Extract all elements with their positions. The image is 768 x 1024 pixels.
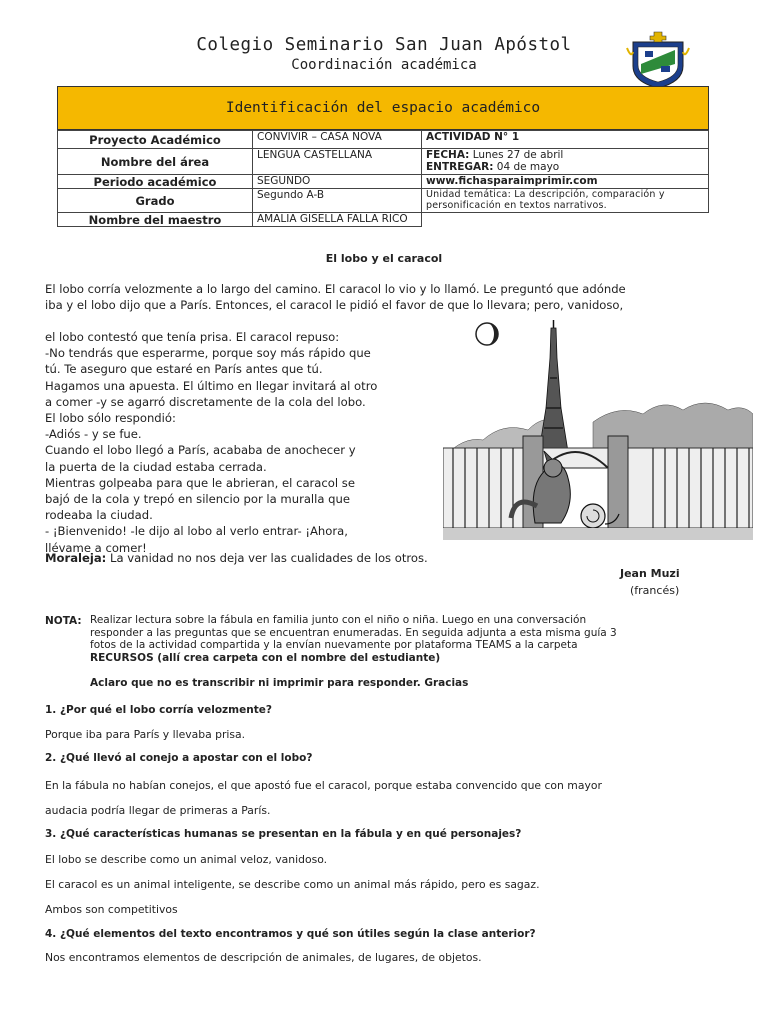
answer-1: Porque iba para París y llevaba prisa. — [45, 728, 246, 741]
moral-text: La vanidad no nos deja ver las cualidades de los otros. — [106, 551, 428, 565]
answer-3-line: Ambos son competitivos — [45, 903, 178, 916]
story-line: iba y el lobo dijo que a París. Entonces, el caracol le pidió el favor de que lo llevara; pero, vanidoso, — [45, 298, 624, 313]
nota-resources: RECURSOS (allí crea carpeta con el nombre del estudiante) — [90, 651, 441, 664]
story-line: El lobo corría velozmente a lo largo del camino. El caracol lo vio y lo llamó. Le preguntó que adónde — [45, 282, 626, 296]
story-line: Cuando el lobo llegó a París, acababa de anochecer y — [45, 443, 356, 458]
table-row — [58, 149, 709, 175]
nota-line: responder a las preguntas que se encuentran enumeradas. En seguida adjunta a esta misma guía 3 — [90, 626, 617, 639]
story-line: -Adiós - y se fue. — [45, 427, 142, 442]
activity-number: ACTIVIDAD N° 1 — [422, 131, 709, 149]
label-periodo: Periodo académico — [58, 175, 253, 189]
story-line: bajó de la cola y trepó en silencio por la muralla que — [45, 492, 351, 507]
answer-2-line: En la fábula no habían conejos, el que apostó fue el caracol, porque estaba convencido que con mayor — [45, 779, 602, 792]
moral-label: Moraleja: — [45, 551, 107, 565]
label-maestro: Nombre del maestro — [58, 213, 253, 227]
label-area: Nombre del área — [58, 149, 253, 175]
question-1: 1. ¿Por qué el lobo corría velozmente? — [45, 704, 272, 716]
value-periodo: SEGUNDO — [253, 175, 422, 189]
answer-4: Nos encontramos elementos de descripción de animales, de lugares, de objetos. — [45, 951, 482, 964]
fecha-label: FECHA: — [426, 149, 470, 161]
story-line: la puerta de la ciudad estaba cerrada. — [45, 459, 267, 474]
value-area: LENGUA CASTELLANA — [253, 149, 422, 175]
story-line: a comer -y se agarró discretamente de la cola del lobo. — [45, 394, 366, 409]
story-body — [45, 329, 377, 556]
author-name: Jean Muzi — [620, 567, 680, 580]
answer-2-line: audacia podría llegar de primeras a París. — [45, 804, 271, 817]
value-grado: Segundo A-B — [253, 189, 422, 213]
story-line: Mientras golpeaba para que le abrieran, el caracol se — [45, 475, 355, 490]
story-title: El lobo y el caracol — [325, 252, 443, 265]
label-proyecto: Proyecto Académico — [58, 131, 253, 149]
entregar-label: ENTREGAR: — [426, 161, 494, 173]
dates-cell — [422, 149, 709, 175]
coordination-subtitle: Coordinación académica — [291, 57, 477, 73]
story-intro — [45, 281, 626, 313]
table-row — [58, 175, 709, 189]
nota-line: fotos de la actividad compartida y la envían nuevamente por plataforma TEAMS a la carpeta — [90, 639, 578, 651]
author-origin: (francés) — [630, 584, 680, 597]
story-line: rodeaba la ciudad. — [45, 508, 153, 523]
story-line: llévame a comer! — [45, 540, 147, 555]
academic-space-banner — [57, 86, 709, 130]
answer-3-line: El lobo se describe como un animal veloz, vanidoso. — [45, 853, 328, 866]
clarification: Aclaro que no es transcribir ni imprimir para responder. Gracias — [90, 677, 469, 689]
banner-title: Identificación del espacio académico — [225, 100, 541, 116]
nota-text — [90, 614, 617, 664]
value-proyecto: CONVIVIR – CASA NOVA — [253, 131, 422, 149]
question-2: 2. ¿Qué llevó al conejo a apostar con el lobo? — [45, 752, 313, 764]
entregar-value: 04 de mayo — [493, 161, 560, 173]
question-3: 3. ¿Qué características humanas se presentan en la fábula y en qué personajes? — [45, 828, 522, 840]
school-title: Colegio Seminario San Juan Apóstol — [196, 35, 572, 55]
question-4: 4. ¿Qué elementos del texto encontramos y qué son útiles según la clase anterior? — [45, 928, 536, 940]
fable-illustration — [443, 318, 753, 540]
empty-cell — [422, 213, 709, 227]
story-line: - ¡Bienvenido! -le dijo al lobo al verlo entrar- ¡Ahora, — [45, 524, 348, 539]
school-crest-logo — [625, 28, 691, 90]
answer-3-line: El caracol es un animal inteligente, se describe como un animal más rápido, pero es sagaz. — [45, 878, 540, 891]
table-row — [58, 131, 709, 149]
nota-label: NOTA: — [45, 615, 82, 627]
value-maestro: AMALIA GISELLA FALLA RICO — [253, 213, 422, 227]
nota-line: Realizar lectura sobre la fábula en familia junto con el niño o niña. Luego en una conversación — [90, 614, 587, 626]
story-line: El lobo sólo respondió: — [45, 411, 176, 426]
table-row — [58, 213, 709, 227]
fecha-value: Lunes 27 de abril — [469, 149, 564, 161]
story-line: el lobo contestó que tenía prisa. El caracol repuso: — [45, 330, 340, 344]
story-line: tú. Te aseguro que estaré en París antes que tú. — [45, 362, 323, 377]
table-row — [58, 189, 709, 213]
moral — [45, 551, 428, 565]
website-link[interactable]: www.fichasparaimprimir.com — [422, 175, 709, 189]
academic-info-table — [57, 130, 709, 227]
thematic-unit: Unidad temática: La descripción, comparación y personificación en textos narrativos. — [422, 189, 709, 213]
story-line: -No tendrás que esperarme, porque soy más rápido que — [45, 346, 371, 361]
label-grado: Grado — [58, 189, 253, 213]
story-line: Hagamos una apuesta. El último en llegar invitará al otro — [45, 378, 378, 393]
